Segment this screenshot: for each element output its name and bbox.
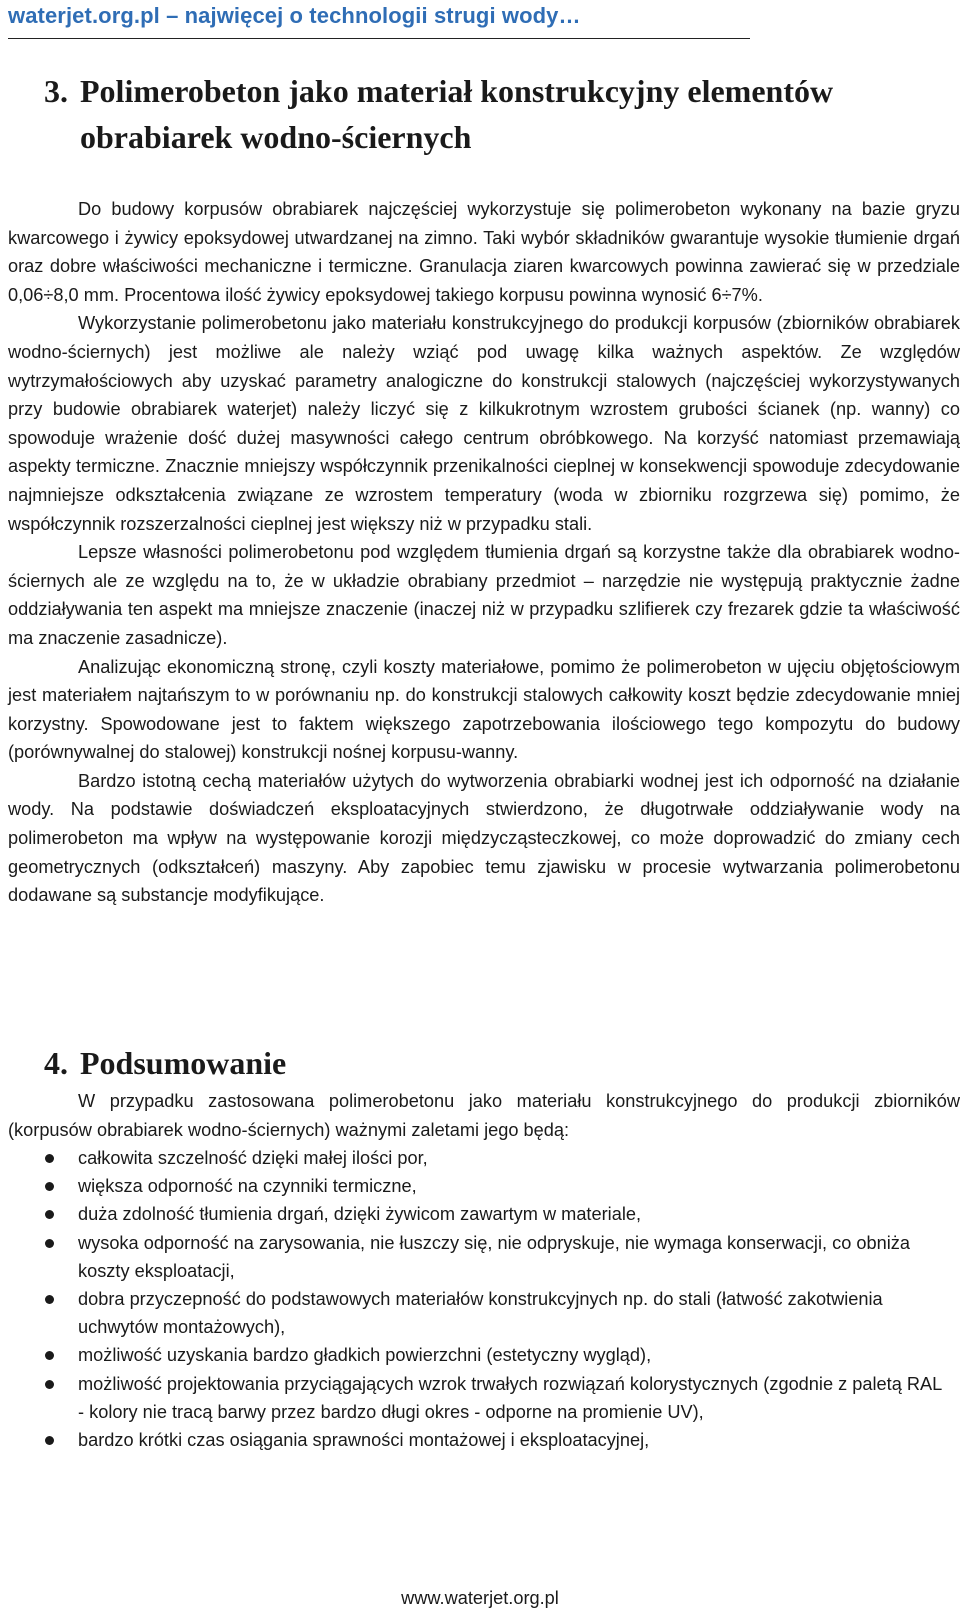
section-3-number: 3. [44,73,68,109]
list-item [8,1144,948,1172]
page-footer [0,1588,960,1609]
list-item [8,1370,948,1426]
section-3-title-line1: Polimerobeton jako materiał konstrukcyjny elementów [80,73,834,109]
section-4-body [8,1087,960,1144]
bullet-icon [45,1380,54,1389]
section-4-heading [44,1040,286,1086]
section-4-number: 4. [44,1045,68,1081]
list-item [8,1341,948,1369]
bullet-icon [45,1210,54,1219]
bullet-icon [45,1295,54,1304]
list-item [8,1285,948,1341]
page-header [8,0,750,39]
section-3-heading [44,68,944,160]
bullet-icon [45,1239,54,1248]
section-4-title: Podsumowanie [80,1045,287,1081]
list-item [8,1229,948,1285]
paragraph: Analizując ekonomiczną stronę, czyli koszty materiałowe, pomimo że polimerobeton w ujęciu objętościowym jest materiałem najtańszym to w porównaniu np. do konstrukcji stalowych całkowity koszt będzie zdecydowanie mniej korzystny. Spowodowane jest to faktem większego zapotrzebowania ilościowego tego kompozytu do budowy (porównywalnej do stalowej) konstrukcji nośnej korpusu-wanny. [8,656,960,763]
paragraph: Do budowy korpusów obrabiarek najczęściej wykorzystuje się polimerobeton wykonany na bazie gryzu kwarcowego i żywicy epoksydowej utwardzanej na zimno. Taki wybór składników gwarantuje wysokie tłumienie drgań oraz dobre właściwości mechaniczne i termiczne. Granulacja ziaren kwarcowych powinna zawierać się w przedziale 0,06÷8,0 mm. Procentowa ilość żywicy epoksydowej takiego korpusu powinna wynosić 6÷7%. [8,199,960,305]
list-item-text: większa odporność na czynniki termiczne, [78,1176,417,1197]
header-site-title[interactable]: waterjet.org.pl – najwięcej o technologii strugi wody… [8,3,581,28]
footer-url[interactable]: www.waterjet.org.pl [401,1588,559,1608]
bullet-icon [45,1182,54,1191]
paragraph: Wykorzystanie polimerobetonu jako materiału konstrukcyjnego do produkcji korpusów (zbiorników obrabiarek wodno-ściernych) jest możliwe ale należy wziąć pod uwagę kilka ważnych aspektów. Ze względów wytrzymałościowych aby uzyskać parametry analogiczne do konstrukcji stalowych (najczęściej wykorzystywanych przy budowie obrabiarek waterjet) należy liczyć się z kilkukrotnym wzrostem grubości ścianek (np. wanny) co spowoduje wrażenie dość dużej masywności całego centrum obróbkowego. Na korzyść natomiast przemawiają aspekty termiczne. Znacznie mniejszy współczynnik przenikalności cieplnej w konsekwencji spowoduje zdecydowanie najmniejsze odkształcenia związane ze wzrostem temperatury (woda w zbiorniku rozgrzewa się) pomimo, że współczynnik rozszerzalności cieplnej jest większy niż w przypadku stali. [8,313,960,534]
list-item-text: bardzo krótki czas osiągania sprawności montażowej i eksploatacyjnej, [78,1430,650,1451]
paragraph: Lepsze własności polimerobetonu pod względem tłumienia drgań są korzystne także dla obrabiarek wodno-ściernych ale ze względu na to, że w układzie obrabiany przedmiot – narzędzie nie występują praktycznie żadne oddziaływania ten aspekt ma mniejsze znaczenie (inaczej niż w przypadku szlifierek czy frezarek gdzie ta właściwość ma znaczenie zasadnicze). [8,542,960,648]
list-item-text: duża zdolność tłumienia drgań, dzięki żywicom zawartym w materiale, [78,1204,642,1225]
paragraph: Bardzo istotną cechą materiałów użytych do wytworzenia obrabiarki wodnej jest ich odporność na działanie wody. Na podstawie doświadczeń eksploatacyjnych stwierdzono, że długotrwałe oddziaływanie wody na polimerobeton ma wpływ na występowanie korozji międzycząsteczkowej, co może doprowadzić do zmiany cech geometrycznych (odkształceń) maszyny. Aby zapobiec temu zjawisku w procesie wytwarzania polimerobetonu dodawane są substancje modyfikujące. [8,770,960,906]
list-item-text: wysoka odporność na zarysowania, nie łuszczy się, nie odpryskuje, nie wymaga konserwacji, co obniża koszty eksploatacji, [78,1232,910,1281]
bullet-icon [45,1351,54,1360]
paragraph: W przypadku zastosowana polimerobetonu jako materiału konstrukcyjnego do produkcji zbiorników (korpusów obrabiarek wodno-ściernych) ważnymi zaletami jego będą: [8,1091,960,1140]
section-3-title-line2: obrabiarek wodno-ściernych [80,119,472,155]
list-item [8,1426,948,1454]
section-3-body [8,195,960,910]
list-item [8,1172,948,1200]
advantages-list [8,1144,948,1454]
bullet-icon [45,1154,54,1163]
list-item-text: możliwość uzyskania bardzo gładkich powierzchni (estetyczny wygląd), [78,1345,652,1366]
bullet-icon [45,1436,54,1445]
list-item-text: dobra przyczepność do podstawowych materiałów konstrukcyjnych np. do stali (łatwość zakotwienia uchwytów montażowych), [78,1289,883,1338]
list-item [8,1200,948,1228]
list-item-text: możliwość projektowania przyciągających wzrok trwałych rozwiązań kolorystycznych (zgodnie z paletą RAL - kolory nie tracą barwy przez bardzo długi okres - odporne na promienie UV), [78,1373,942,1422]
list-item-text: całkowita szczelność dzięki małej ilości por, [78,1148,428,1168]
